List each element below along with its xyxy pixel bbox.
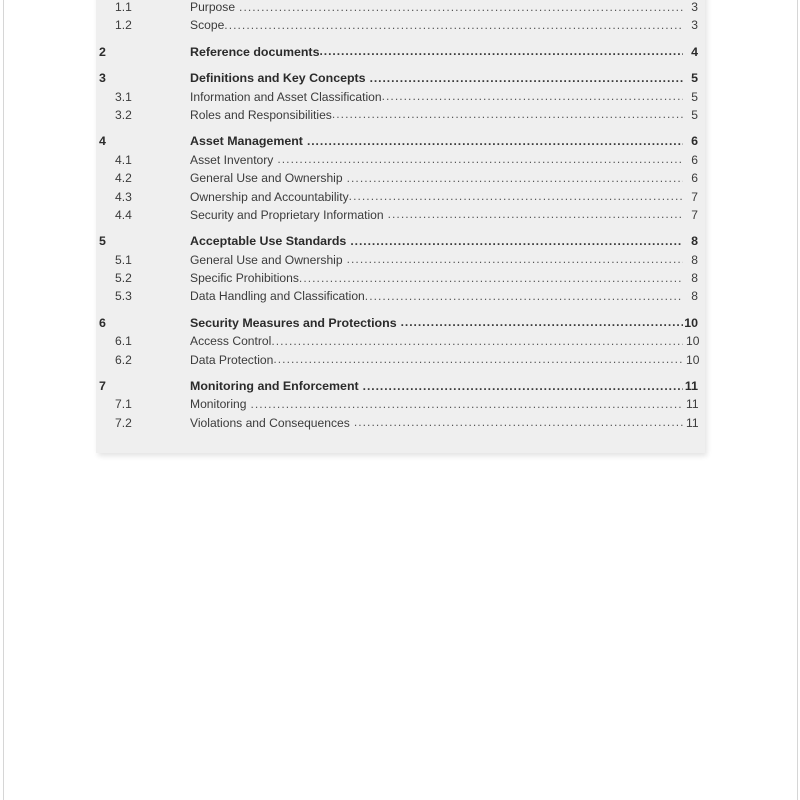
toc-dot-leader	[307, 134, 683, 148]
toc-entry-number: 3	[99, 71, 106, 86]
viewport-left-rule	[3, 0, 4, 800]
toc-dot-leader	[299, 271, 683, 285]
toc-entry[interactable]	[96, 108, 705, 126]
toc-entry[interactable]	[96, 171, 705, 189]
toc-dot-leader	[365, 289, 683, 303]
toc-entry-page-number: 3	[691, 18, 698, 33]
toc-dot-leader	[347, 171, 683, 185]
toc-entry-title: Definitions and Key Concepts	[190, 71, 366, 86]
toc-entry-page-number: 10	[686, 334, 700, 349]
toc-entry[interactable]	[96, 153, 705, 171]
table-of-contents	[96, 0, 705, 434]
toc-entry[interactable]	[96, 0, 705, 18]
toc-dot-leader	[349, 189, 683, 203]
toc-entry-title: Monitoring and Enforcement	[190, 379, 359, 394]
toc-entry-page-number: 11	[684, 379, 698, 394]
toc-entry-page-number: 7	[691, 207, 698, 222]
toc-entry-number: 1.1	[115, 0, 132, 14]
toc-entry[interactable]	[96, 90, 705, 108]
toc-entry[interactable]	[96, 208, 705, 226]
toc-entry-page-number: 8	[691, 234, 698, 249]
toc-dot-leader	[401, 315, 683, 329]
toc-entry[interactable]	[96, 397, 705, 415]
toc-entry[interactable]	[96, 379, 705, 397]
toc-entry-title: Ownership and Accountability	[190, 189, 349, 204]
toc-entry-title: Violations and Consequences	[190, 415, 350, 430]
toc-entry-page-number: 8	[691, 271, 698, 286]
toc-entry-title: General Use and Ownership	[190, 171, 343, 186]
toc-entry-page-number: 10	[686, 352, 700, 367]
toc-entry-title: Roles and Responsibilities	[190, 107, 332, 122]
toc-entry[interactable]	[96, 353, 705, 371]
toc-entry-number: 4.3	[115, 189, 132, 204]
toc-entry-page-number: 6	[691, 152, 698, 167]
document-page	[96, 0, 705, 453]
toc-entry-page-number: 7	[691, 189, 698, 204]
toc-entry-title: Monitoring	[190, 397, 247, 412]
toc-entry-title: Specific Prohibitions	[190, 271, 299, 286]
toc-entry-number: 4.2	[115, 171, 132, 186]
toc-entry-page-number: 5	[691, 89, 698, 104]
toc-dot-leader	[277, 152, 683, 166]
toc-entry[interactable]	[96, 234, 705, 252]
toc-entry-title: Data Protection	[190, 352, 274, 367]
toc-entry-number: 4.1	[115, 152, 132, 167]
toc-entry[interactable]	[96, 45, 705, 63]
toc-dot-leader	[332, 107, 683, 121]
toc-entry-number: 6.1	[115, 334, 132, 349]
toc-entry[interactable]	[96, 271, 705, 289]
toc-entry[interactable]	[96, 289, 705, 307]
toc-entry-number: 7	[99, 379, 106, 394]
toc-entry[interactable]	[96, 416, 705, 434]
toc-entry-page-number: 8	[691, 289, 698, 304]
toc-entry-page-number: 6	[691, 134, 698, 149]
toc-entry-number: 4.4	[115, 207, 132, 222]
toc-entry-page-number: 8	[691, 252, 698, 267]
toc-entry-title: Security and Proprietary Information	[190, 207, 384, 222]
toc-entry-number: 6	[99, 315, 106, 330]
toc-entry-number: 6.2	[115, 352, 132, 367]
toc-entry[interactable]	[96, 316, 705, 334]
toc-dot-leader	[370, 71, 683, 85]
toc-entry-page-number: 10	[684, 315, 698, 330]
toc-entry-number: 5	[99, 234, 106, 249]
toc-entry-title: Acceptable Use Standards	[190, 234, 347, 249]
toc-entry-number: 4	[99, 134, 106, 149]
toc-dot-leader	[347, 252, 683, 266]
toc-entry-page-number: 4	[691, 44, 698, 59]
toc-entry-number: 7.1	[115, 397, 132, 412]
toc-entry-title: Scope	[190, 18, 225, 33]
toc-entry-number: 3.2	[115, 107, 132, 122]
toc-entry-page-number: 6	[691, 171, 698, 186]
toc-entry[interactable]	[96, 71, 705, 89]
toc-dot-leader	[273, 352, 683, 366]
toc-entry-page-number: 5	[691, 107, 698, 122]
toc-entry-number: 2	[99, 44, 106, 59]
toc-dot-leader	[382, 89, 683, 103]
toc-entry-number: 3.1	[115, 89, 132, 104]
toc-dot-leader	[354, 415, 683, 429]
toc-entry-number: 7.2	[115, 415, 132, 430]
toc-entry-title: General Use and Ownership	[190, 252, 343, 267]
toc-entry[interactable]	[96, 334, 705, 352]
toc-dot-leader	[271, 334, 683, 348]
toc-entry-title: Asset Inventory	[190, 152, 274, 167]
toc-entry-page-number: 11	[686, 397, 699, 412]
toc-entry-page-number: 5	[691, 71, 698, 86]
toc-entry-title: Asset Management	[190, 134, 303, 149]
toc-entry-page-number: 11	[686, 415, 699, 430]
toc-dot-leader	[350, 234, 683, 248]
toc-dot-leader	[250, 397, 683, 411]
toc-entry-number: 5.3	[115, 289, 132, 304]
toc-entry[interactable]	[96, 134, 705, 152]
toc-dot-leader	[363, 379, 683, 393]
toc-entry-title: Information and Asset Classification	[190, 89, 382, 104]
toc-entry-title: Purpose	[190, 0, 236, 14]
toc-entry-title: Access Control	[190, 334, 272, 349]
toc-entry[interactable]	[96, 253, 705, 271]
toc-entry-title: Reference documents	[190, 44, 320, 59]
toc-entry[interactable]	[96, 18, 705, 36]
toc-dot-leader	[239, 0, 683, 14]
toc-entry-number: 5.2	[115, 271, 132, 286]
toc-dot-leader	[319, 44, 683, 58]
toc-dot-leader	[224, 18, 683, 32]
toc-entry-page-number: 3	[691, 0, 698, 14]
toc-entry-title: Security Measures and Protections	[190, 315, 397, 330]
viewport-right-rule	[797, 0, 798, 800]
toc-entry-number: 5.1	[115, 252, 132, 267]
toc-entry-title: Data Handling and Classification	[190, 289, 365, 304]
toc-dot-leader	[388, 207, 683, 221]
toc-entry[interactable]	[96, 190, 705, 208]
toc-entry-number: 1.2	[115, 18, 132, 33]
